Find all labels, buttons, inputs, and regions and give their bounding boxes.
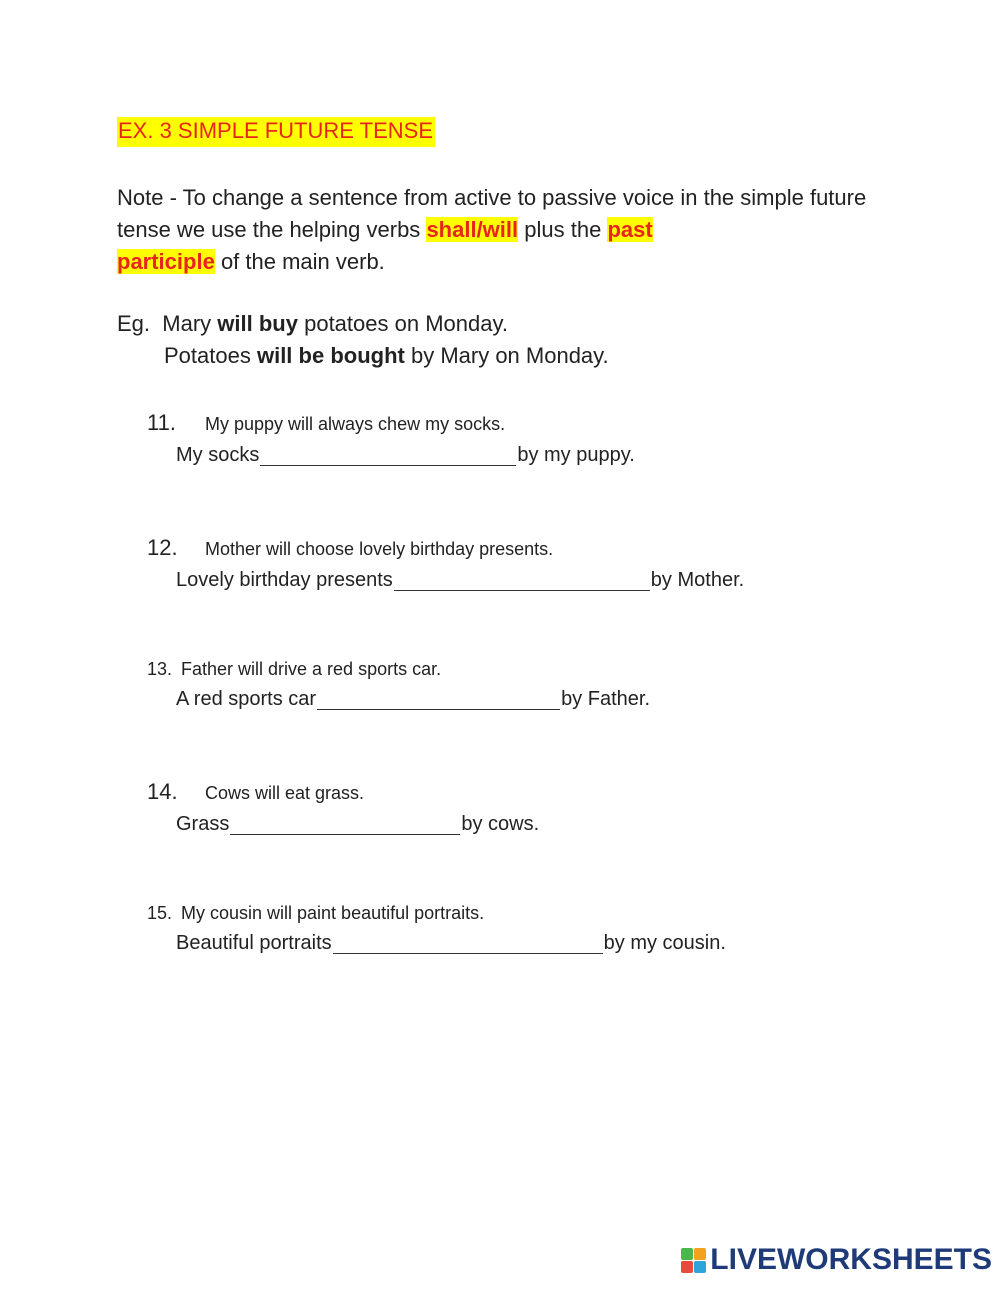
answer-line-14 [176, 813, 539, 836]
note-prefix: Note - To change a sentence from active to passive voice in the simple future tense we use the helping verbs [117, 185, 867, 242]
answer-after: by my cousin. [603, 932, 726, 954]
note-highlight-past: past [607, 217, 653, 242]
question-number: 12. [147, 535, 178, 560]
question-13 [147, 659, 441, 680]
question-number: 13. [147, 659, 173, 679]
question-sentence: Cows will eat grass. [205, 783, 365, 803]
logo-block [681, 1261, 693, 1273]
example-1-subject: Mary [162, 311, 212, 336]
answer-before: Grass [176, 813, 230, 835]
question-14 [147, 779, 364, 805]
answer-line-11 [176, 444, 635, 467]
example-2-verb: will be bought [256, 343, 405, 368]
note-highlight-shall-will: shall/will [426, 217, 519, 242]
answer-after: by Mother. [650, 569, 745, 591]
example-2-rest: by Mary on Monday. [410, 343, 609, 368]
answer-after: by cows. [461, 813, 540, 835]
question-sentence: Father will drive a red sports car. [181, 659, 442, 679]
note-middle: plus the [524, 217, 602, 242]
answer-input-11[interactable] [260, 447, 516, 466]
answer-after: by my puppy. [517, 444, 635, 466]
answer-input-14[interactable] [230, 816, 460, 835]
question-number: 15. [147, 903, 173, 923]
question-sentence: Mother will choose lovely birthday presents. [205, 539, 554, 559]
question-15 [147, 903, 484, 924]
logo-block [681, 1248, 693, 1260]
question-sentence: My puppy will always chew my socks. [205, 414, 506, 434]
answer-before: Beautiful portraits [176, 932, 332, 954]
answer-input-12[interactable] [394, 572, 650, 591]
answer-before: My socks [176, 444, 260, 466]
answer-before: Lovely birthday presents [176, 569, 393, 591]
answer-after: by Father. [561, 688, 650, 710]
example-line-1 [117, 311, 508, 337]
logo-block [694, 1261, 706, 1273]
question-12 [147, 535, 553, 561]
liveworksheets-logo [681, 1243, 992, 1277]
example-2-subject: Potatoes [164, 343, 251, 368]
example-line-2 [164, 343, 609, 369]
logo-block [694, 1248, 706, 1260]
question-sentence: My cousin will paint beautiful portraits. [181, 903, 485, 923]
answer-line-13 [176, 688, 650, 711]
logo-blocks-icon [681, 1248, 706, 1273]
example-label: Eg. [117, 311, 151, 336]
answer-input-13[interactable] [317, 691, 560, 710]
logo-text: LIVEWORKSHEETS [710, 1243, 992, 1276]
exercise-title: EX. 3 SIMPLE FUTURE TENSE [117, 117, 435, 147]
question-11 [147, 410, 505, 436]
example-1-rest: potatoes on Monday. [304, 311, 508, 336]
example-1-verb: will buy [217, 311, 298, 336]
answer-before: A red sports car [176, 688, 317, 710]
note-highlight-participle: participle [117, 249, 215, 274]
note-suffix: of the main verb. [220, 249, 385, 274]
answer-input-15[interactable] [333, 935, 603, 954]
question-number: 14. [147, 779, 178, 804]
answer-line-12 [176, 569, 744, 592]
question-number: 11. [147, 410, 176, 435]
note-paragraph [117, 182, 877, 278]
answer-line-15 [176, 932, 726, 955]
